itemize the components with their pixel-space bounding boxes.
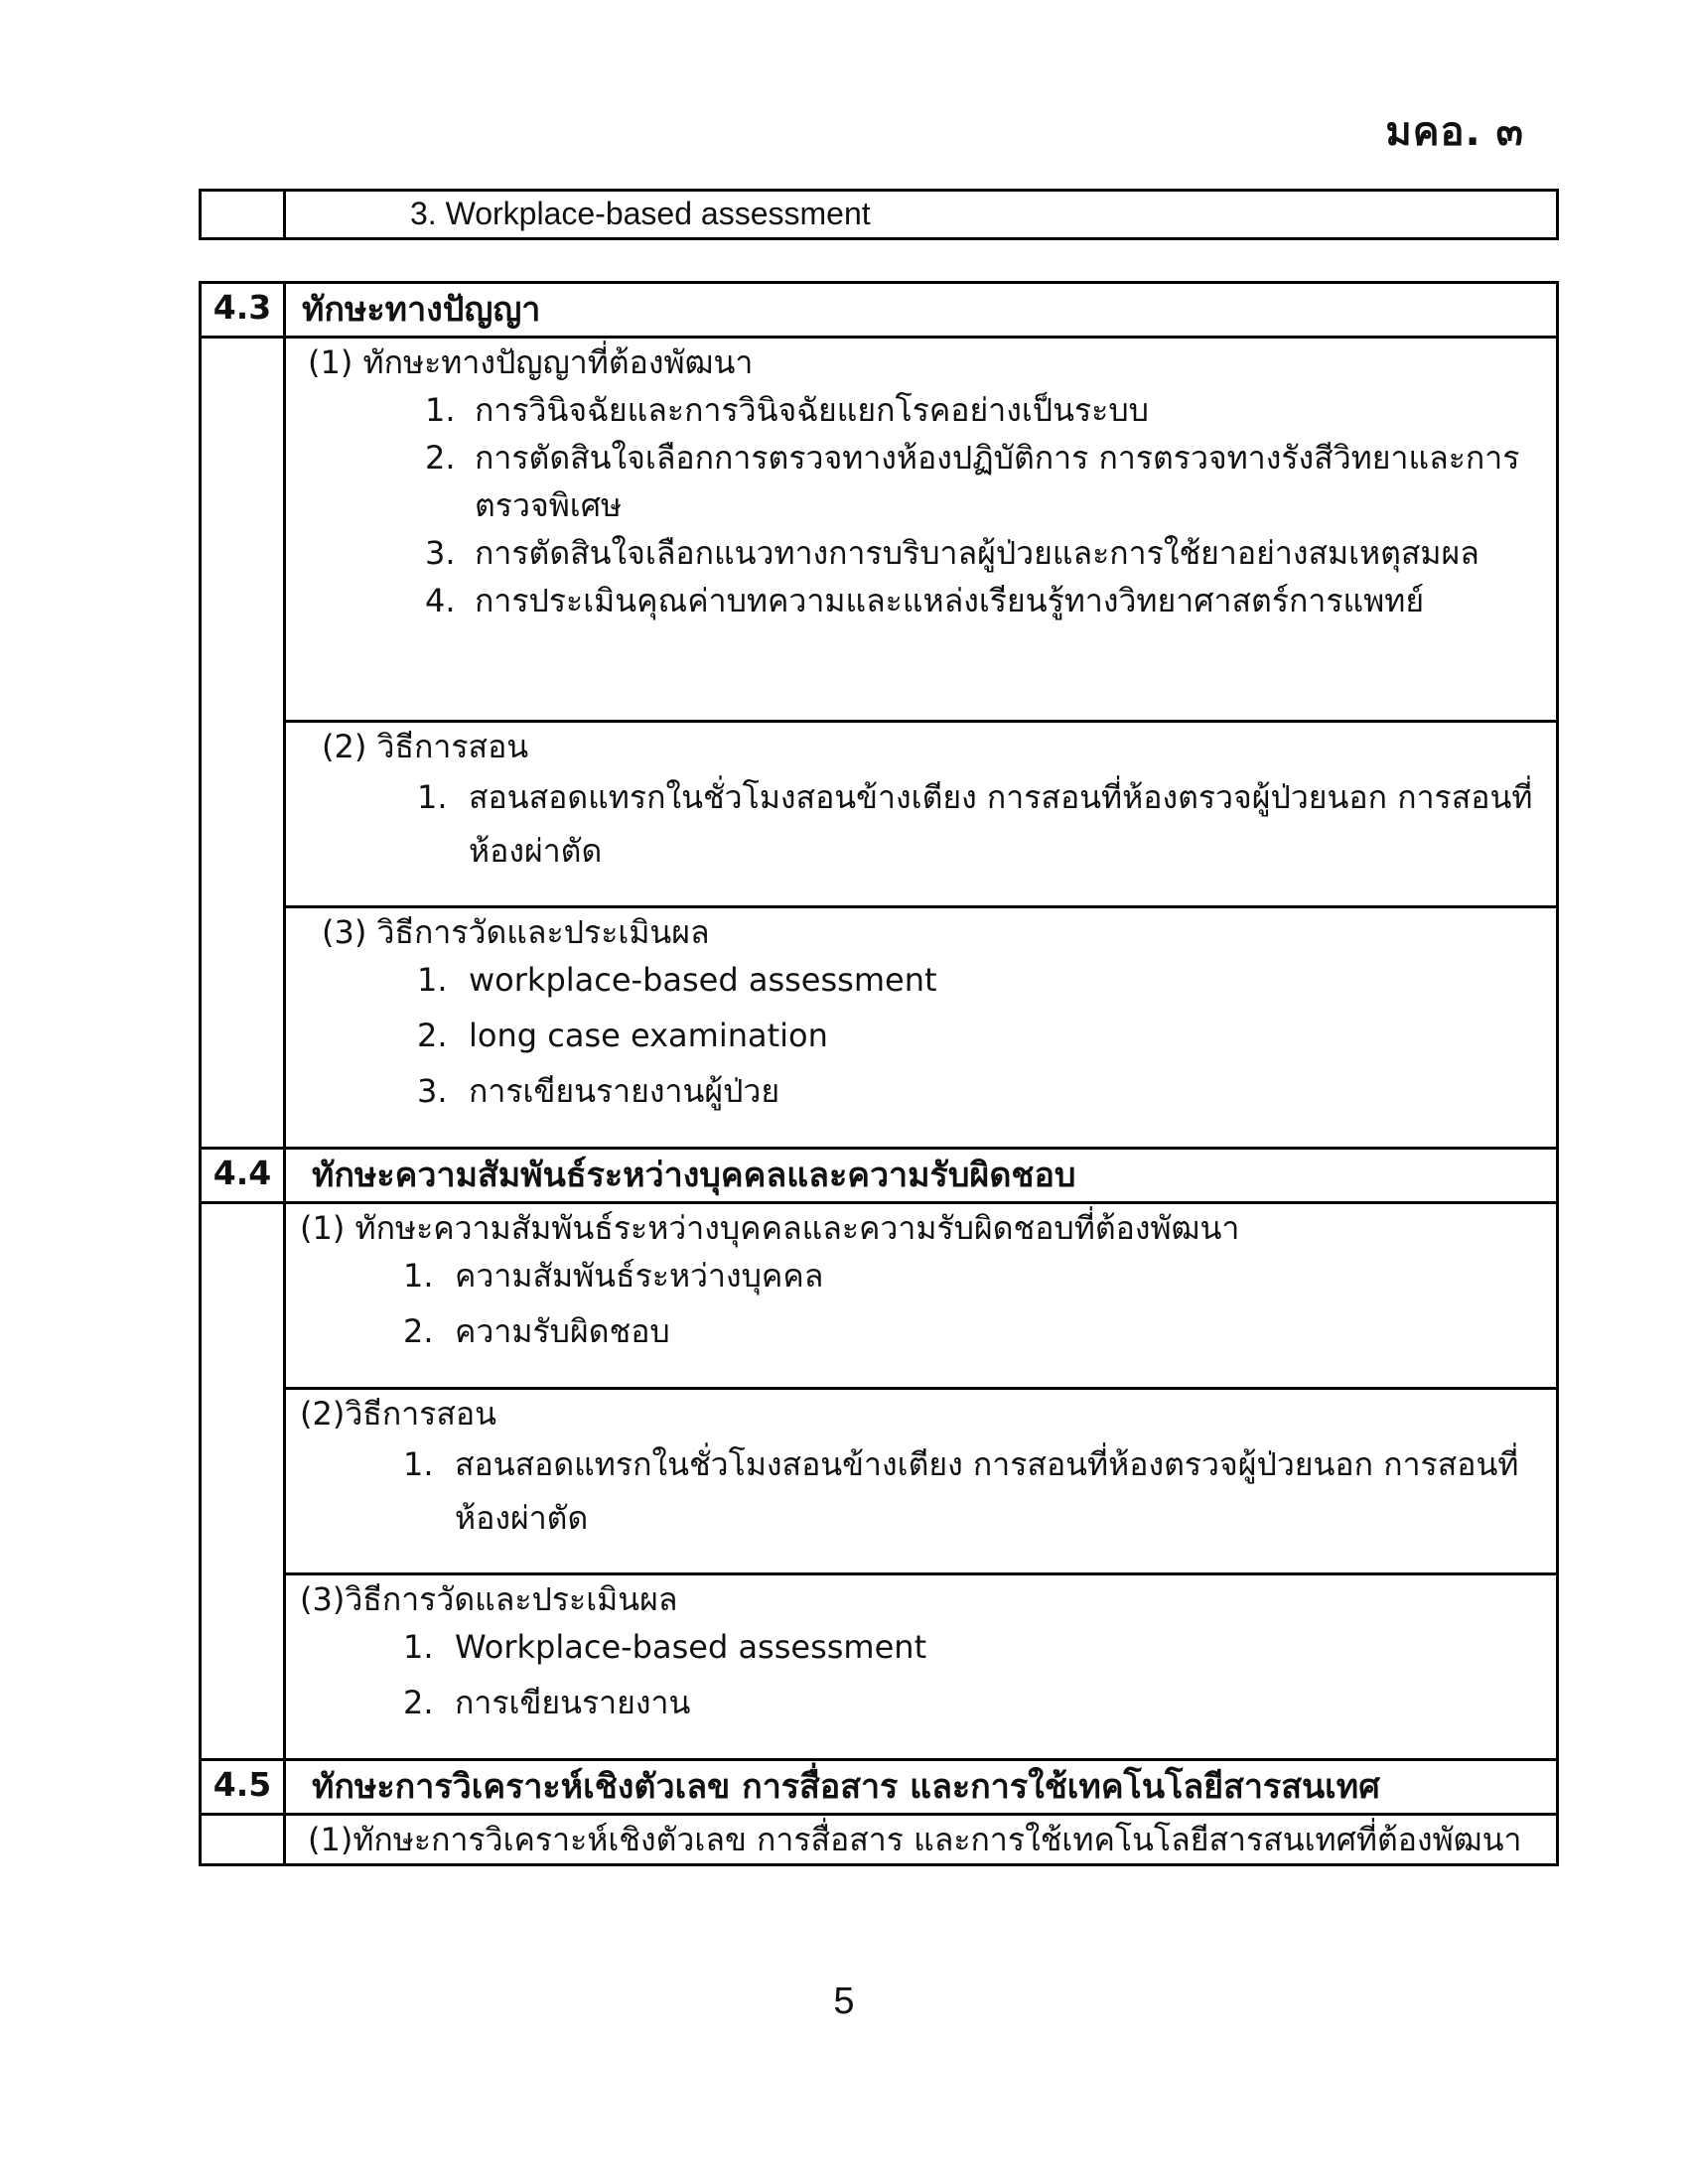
list-item-text: สอนสอดแทรกในชั่วโมงสอนข้างเตียง การสอนที่ห้องตรวจผู้ป่วยนอก การสอนที่ห้องผ่าตัด	[455, 1445, 1519, 1537]
continuation-table	[199, 189, 1559, 240]
section-header-row	[201, 1760, 1558, 1815]
list-item: 1. Workplace-based assessment	[403, 1628, 927, 1666]
list-item: 2. ความรับผิดชอบ	[403, 1312, 670, 1350]
list-item-text: การตัดสินใจเลือกการตรวจทางห้องปฏิบัติการ การตรวจทางรังสีวิทยาและการตรวจพิเศษ	[475, 439, 1520, 524]
list-item-text: สอนสอดแทรกในชั่วโมงสอนข้างเตียง การสอนที่ห้องตรวจผู้ป่วยนอก การสอนที่ห้องผ่าตัด	[469, 778, 1533, 870]
part-title: (2) วิธีการสอน	[322, 728, 529, 765]
row-content	[285, 191, 1558, 239]
part-cell	[285, 907, 1558, 1149]
list-item: 2. การตัดสินใจเลือกการตรวจทางห้องปฏิบัติการ การตรวจทางรังสีวิทยาและการตรวจพิเศษ	[425, 439, 1520, 524]
list-item: 1. การวินิจฉัยและการวินิจฉัยแยกโรคอย่างเป็นระบบ	[425, 391, 1149, 429]
part-title: (1) ทักษะความสัมพันธ์ระหว่างบุคคลและความรับผิดชอบที่ต้องพัฒนา	[300, 1209, 1240, 1247]
part-cell	[285, 722, 1558, 907]
list-item: 2. การเขียนรายงาน	[403, 1684, 691, 1721]
row-number	[201, 191, 285, 239]
section-title: ทักษะทางปัญญา	[285, 283, 1558, 338]
part-title: (1) ทักษะทางปัญญาที่ต้องพัฒนา	[308, 343, 754, 381]
page-number: 5	[833, 1980, 855, 2022]
list-item-text: ความสัมพันธ์ระหว่างบุคคล	[455, 1257, 824, 1295]
list-item-text: การวินิจฉัยและการวินิจฉัยแยกโรคอย่างเป็นระบบ	[475, 391, 1149, 429]
part-cell	[285, 1815, 1558, 1865]
table-row	[201, 1815, 1558, 1865]
section-header-row	[201, 283, 1558, 338]
list-item: 1. สอนสอดแทรกในชั่วโมงสอนข้างเตียง การสอนที่ห้องตรวจผู้ป่วยนอก การสอนที่ห้องผ่าตัด	[417, 778, 1533, 870]
part-title: (2)วิธีการสอน	[300, 1395, 496, 1433]
list-item-text: การตัดสินใจเลือกแนวทางการบริบาลผู้ป่วยและการใช้ยาอย่างสมเหตุสมผล	[475, 534, 1479, 572]
part-title: (1)ทักษะการวิเคราะห์เชิงตัวเลข การสื่อสาร และการใช้เทคโนโลยีสารสนเทศที่ต้องพัฒนา	[308, 1821, 1522, 1858]
part-cell	[285, 338, 1558, 722]
table-row	[201, 1203, 1558, 1389]
list-item: 1. สอนสอดแทรกในชั่วโมงสอนข้างเตียง การสอนที่ห้องตรวจผู้ป่วยนอก การสอนที่ห้องผ่าตัด	[403, 1445, 1519, 1537]
list-item-text: ความรับผิดชอบ	[455, 1312, 670, 1350]
section-number: 4.3	[201, 283, 285, 338]
list-item-text: long case examination	[469, 1017, 828, 1054]
section-number: 4.5	[201, 1760, 285, 1815]
section-title: ทักษะความสัมพันธ์ระหว่างบุคคลและความรับผิดชอบ	[285, 1149, 1558, 1203]
section-number-spacer	[201, 1203, 285, 1760]
table-row	[201, 1574, 1558, 1760]
part-cell	[285, 1389, 1558, 1574]
list-item-text: การประเมินคุณค่าบทความและแหล่งเรียนรู้ทางวิทยาศาสตร์การแพทย์	[475, 582, 1425, 619]
list-item-text: workplace-based assessment	[469, 961, 937, 999]
table-row	[201, 1389, 1558, 1574]
table-row	[201, 191, 1558, 239]
list-item: 3. การเขียนรายงานผู้ป่วย	[417, 1072, 780, 1110]
list-item: 1. ความสัมพันธ์ระหว่างบุคคล	[403, 1257, 824, 1295]
list-item: 4. การประเมินคุณค่าบทความและแหล่งเรียนรู้ทางวิทยาศาสตร์การแพทย์	[425, 582, 1425, 619]
part-cell	[285, 1203, 1558, 1389]
section-header-row	[201, 1149, 1558, 1203]
section-number-spacer	[201, 1815, 285, 1865]
section-number-spacer	[201, 338, 285, 1149]
continuation-text: 3. Workplace-based assessment	[410, 196, 871, 231]
list-item: 2. long case examination	[417, 1017, 828, 1054]
table-row	[201, 722, 1558, 907]
table-row	[201, 338, 1558, 722]
list-item-text: Workplace-based assessment	[455, 1628, 927, 1666]
part-title: (3)วิธีการวัดและประเมินผล	[300, 1580, 678, 1618]
section-title: ทักษะการวิเคราะห์เชิงตัวเลข การสื่อสาร และการใช้เทคโนโลยีสารสนเทศ	[285, 1760, 1558, 1815]
skills-table	[199, 281, 1559, 1866]
list-item-text: การเขียนรายงานผู้ป่วย	[469, 1072, 780, 1110]
document-code: มคอ. ๓	[1385, 109, 1524, 155]
list-item: 3. การตัดสินใจเลือกแนวทางการบริบาลผู้ป่วยและการใช้ยาอย่างสมเหตุสมผล	[425, 534, 1479, 572]
section-number: 4.4	[201, 1149, 285, 1203]
part-title: (3) วิธีการวัดและประเมินผล	[322, 913, 710, 951]
list-item-text: การเขียนรายงาน	[455, 1684, 691, 1721]
part-cell	[285, 1574, 1558, 1760]
list-item: 1. workplace-based assessment	[417, 961, 937, 999]
table-row	[201, 907, 1558, 1149]
